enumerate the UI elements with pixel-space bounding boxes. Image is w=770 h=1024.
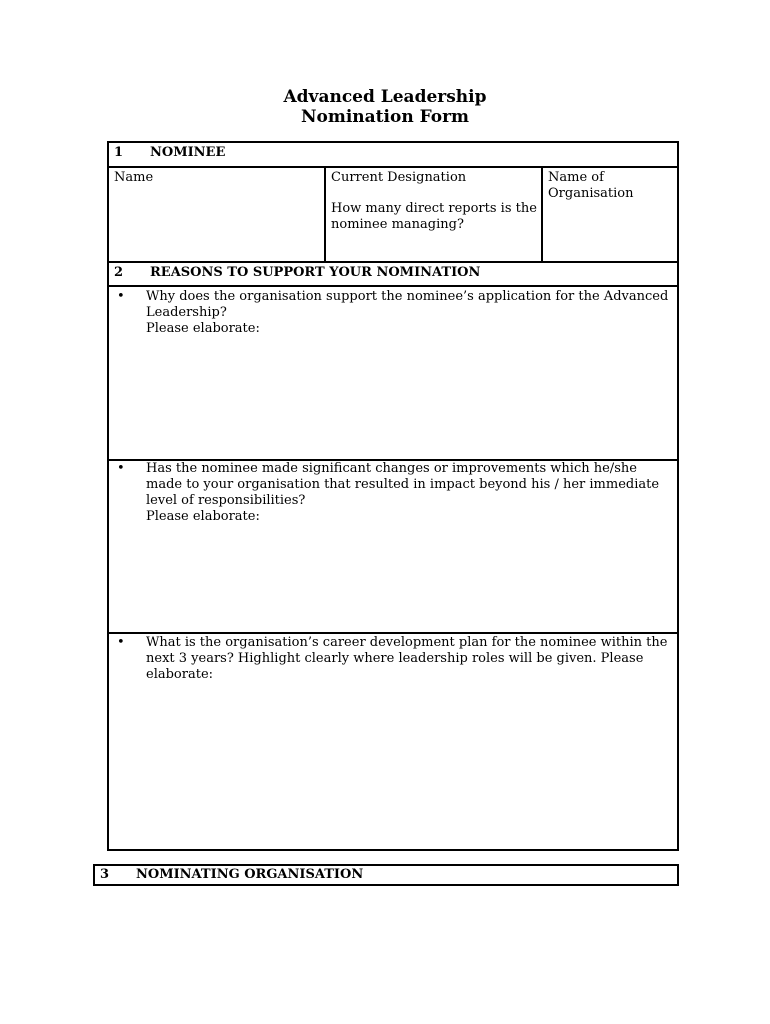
section-2-number: 2 bbox=[114, 265, 124, 280]
question-1-answer-area[interactable] bbox=[109, 287, 677, 459]
bullet-icon: • bbox=[117, 635, 125, 650]
form-title-line-2: Nomination Form bbox=[300, 107, 470, 127]
nominee-name-field[interactable] bbox=[109, 168, 325, 262]
organisation-name-field[interactable] bbox=[543, 168, 677, 262]
nomination-form-table bbox=[107, 141, 679, 851]
section-1-heading: NOMINEE bbox=[150, 145, 226, 160]
question-2-prompt: Please elaborate: bbox=[146, 509, 260, 524]
bullet-icon: • bbox=[117, 289, 125, 304]
nominee-name-label: Name bbox=[114, 170, 154, 185]
section-3-heading: NOMINATING ORGANISATION bbox=[136, 867, 364, 882]
direct-reports-question: How many direct reports is the nominee managing? bbox=[331, 201, 537, 232]
current-designation-label: Current Designation bbox=[331, 170, 467, 185]
question-3-text: What is the organisation’s career development plan for the nominee within the next 3 years? Highlight clearly where leadership roles will be given. Please elaborate: bbox=[146, 635, 668, 682]
question-1-text: Why does the organisation support the nominee’s application for the Advanced Leadership? bbox=[146, 289, 669, 320]
question-2-answer-area[interactable] bbox=[109, 459, 677, 631]
section-3-number: 3 bbox=[100, 867, 110, 882]
current-designation-field[interactable] bbox=[326, 168, 542, 262]
question-3-answer-area[interactable] bbox=[109, 633, 677, 847]
organisation-name-label: Name of Organisation bbox=[548, 170, 634, 201]
question-2-text: Has the nominee made significant changes or improvements which he/she made to your organisation that resulted in impact beyond his / her immediate level of responsibilities? bbox=[146, 461, 660, 508]
section-2-heading: REASONS TO SUPPORT YOUR NOMINATION bbox=[150, 265, 481, 280]
section-1-number: 1 bbox=[114, 145, 124, 160]
section-2-header bbox=[109, 263, 677, 286]
form-title bbox=[0, 87, 770, 127]
section-1-header bbox=[109, 143, 677, 167]
section-3-header bbox=[93, 864, 679, 886]
bullet-icon: • bbox=[117, 461, 125, 476]
question-1-prompt: Please elaborate: bbox=[146, 321, 260, 336]
form-title-line-1: Advanced Leadership bbox=[283, 87, 487, 107]
